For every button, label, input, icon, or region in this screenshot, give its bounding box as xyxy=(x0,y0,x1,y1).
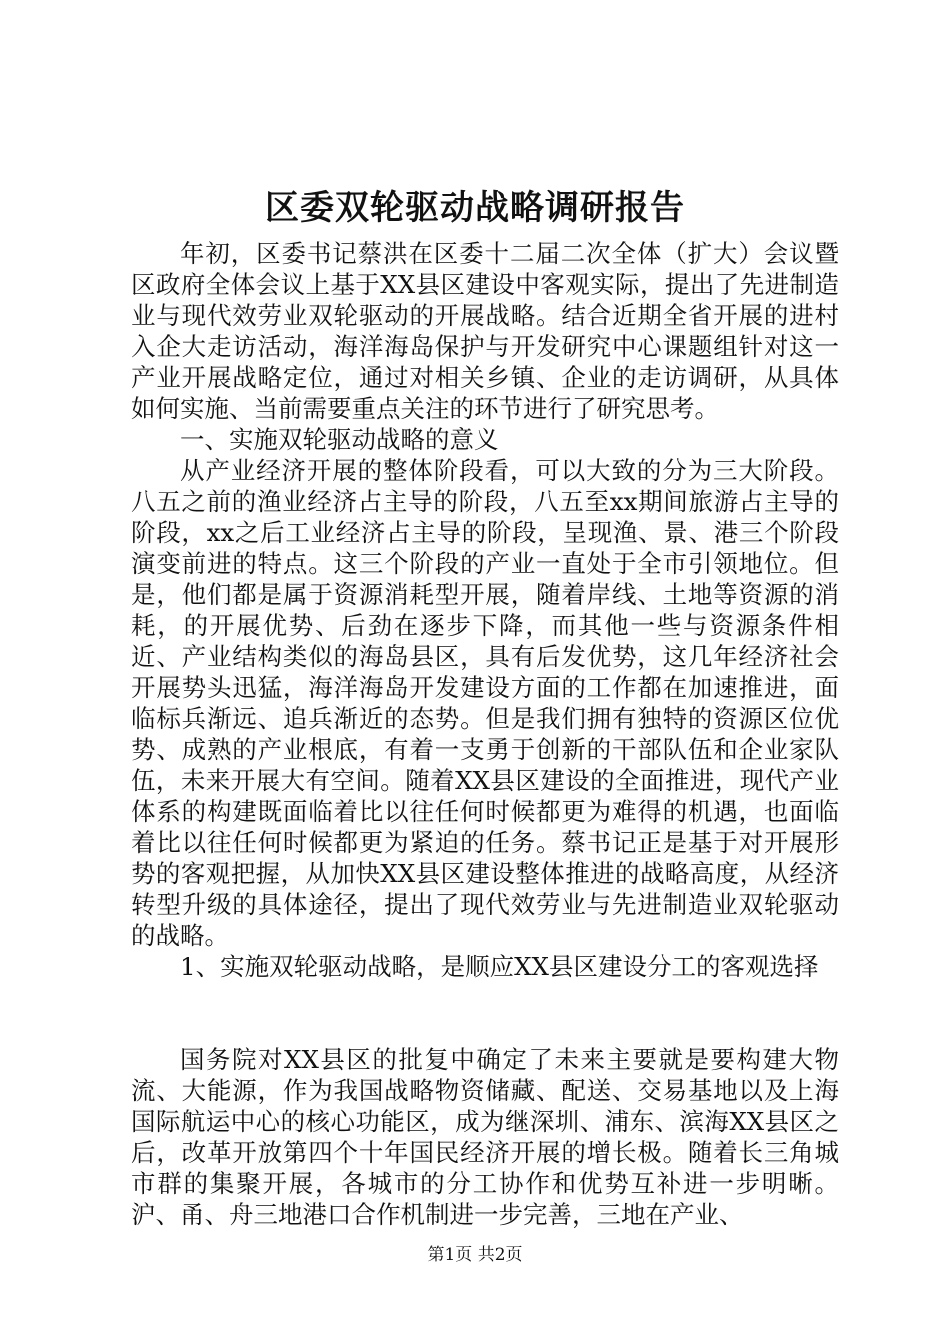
paragraph-industry-stages: 从产业经济开展的整体阶段看，可以大致的分为三大阶段。八五之前的渔业经济占主导的阶段，八五至xx期间旅游占主导的阶段，xx之后工业经济占主导的阶段，呈现渔、景、港三个阶段演变前进的特点。这三个阶段的产业一直处于全市引领地位。但是，他们都是属于资源消耗型开展，随着岸线、土地等资源的消耗，的开展优势、后劲在逐步下降，而其他一些与资源条件相近、产业结构类似的海岛县区，具有后发优势，这几年经济社会开展势头迅猛，海洋海岛开发建设方面的工作都在加速推进，面临标兵渐远、追兵渐近的态势。但是我们拥有独特的资源区位优势、成熟的产业根底，有着一支勇于创新的干部队伍和企业家队伍，未来开展大有空间。随着XX县区建设的全面推进，现代产业体系的构建既面临着比以往任何时候都更为难得的机遇，也面临着比以往任何时候都更为紧迫的任务。蔡书记正是基于对开展形势的客观把握，从加快XX县区建设整体推进的战略高度，从经济转型升级的具体途径，提出了现代效劳业与先进制造业双轮驱动的战略。 xyxy=(131,456,839,950)
paragraph-spacer xyxy=(131,982,839,1044)
document-body xyxy=(131,238,839,1230)
section-heading-significance: 一、实施双轮驱动战略的意义 xyxy=(180,425,499,454)
paragraph-state-council: 国务院对XX县区的批复中确定了未来主要就是要构建大物流、大能源，作为我国战略物资储藏、配送、交易基地以及上海国际航运中心的核心功能区，成为继深圳、浦东、滨海XX县区之后，改革开放第四个十年国民经济开展的增长极。随着长三角城市群的集聚开展，各城市的分工协作和优势互补进一步明晰。沪、甬、舟三地港口合作机制进一步完善，三地在产业、 xyxy=(131,1045,839,1229)
page-number-footer: 第1页 共2页 xyxy=(427,1245,523,1265)
subsection-heading-1: 1、实施双轮驱动战略，是顺应XX县区建设分工的客观选择 xyxy=(180,952,819,981)
document-title: 区委双轮驱动战略调研报告 xyxy=(265,188,685,228)
paragraph-intro: 年初，区委书记蔡洪在区委十二届二次全体（扩大）会议暨区政府全体会议上基于XX县区建设中客观实际，提出了先进制造业与现代效劳业双轮驱动的开展战略。结合近期全省开展的进村入企大走访活动，海洋海岛保护与开发研究中心课题组针对这一产业开展战略定位，通过对相关乡镇、企业的走访调研，从具体如何实施、当前需要重点关注的环节进行了研究思考。 xyxy=(131,239,839,423)
